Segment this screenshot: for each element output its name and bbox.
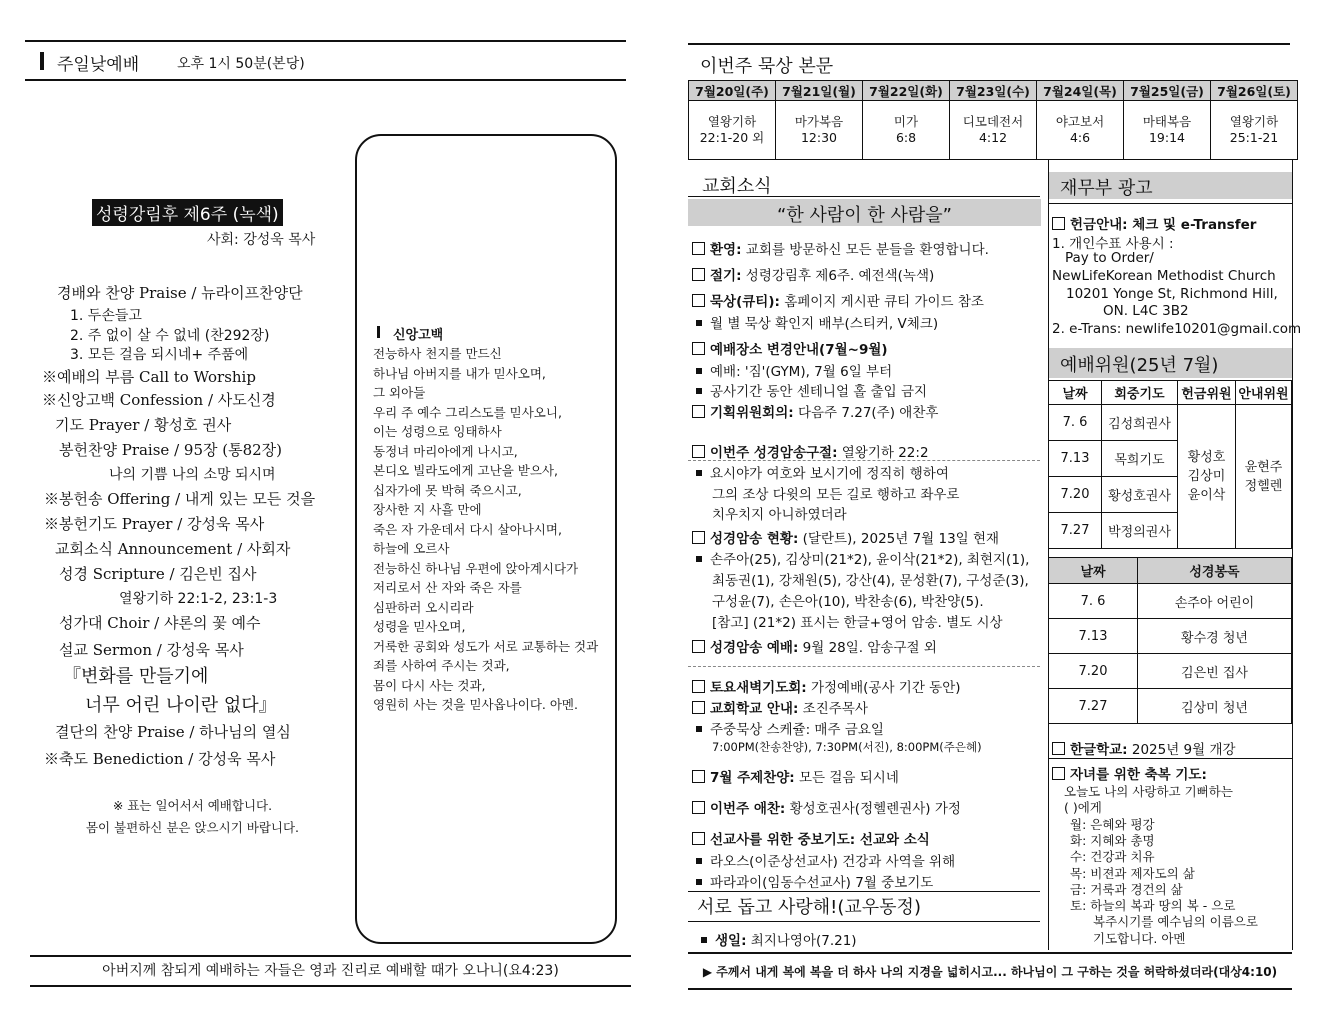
creed-line: 이는 성령으로 잉태하사 — [373, 424, 502, 439]
col-header: 회중기도 — [1102, 381, 1178, 405]
header-rule-left — [25, 79, 626, 81]
passage-ref: 4:12 — [978, 130, 1008, 145]
birthday-line: 생일: 최지나영아(7.21) — [697, 929, 857, 949]
news-item: 교회학교 안내: 조진주목사 — [692, 697, 868, 717]
finance-rule — [1048, 203, 1292, 204]
passage-ref: 25:1-21 — [1229, 130, 1279, 145]
staff-prayer: 박정의권사 — [1102, 513, 1178, 549]
prayer-line: 금: 거룩과 경건의 삶 — [1070, 881, 1183, 897]
meditation-passage — [1124, 101, 1211, 160]
news-continuation: 그의 조상 다윗의 모든 길로 행하고 좌우로 — [712, 487, 960, 503]
order-item: ※신앙고백 Confession / 사도신경 — [42, 391, 276, 409]
korean-school-line: 한글학교: 2025년 9월 개강 — [1052, 738, 1236, 758]
staff-prayer: 김성희권사 — [1102, 405, 1178, 441]
reading-name: 김은빈 집사 — [1138, 654, 1292, 689]
news-divider — [688, 666, 1040, 667]
meditation-date: 7월25일(금) — [1124, 81, 1211, 101]
service-title: 주일낮예배 — [57, 55, 140, 75]
prayer-line: 기도합니다. 아멘 — [1093, 930, 1186, 946]
children-prayer-title: 자녀를 위한 축복 기도: — [1052, 763, 1207, 783]
finance-line: ON. L4C 3B2 — [1103, 303, 1189, 319]
passage-book: 야고보서 — [1055, 114, 1105, 129]
creed-title: 신앙고백 — [393, 328, 444, 343]
creed-line: 성령을 믿사오며, — [373, 619, 466, 634]
meditation-passage — [689, 101, 776, 160]
standing-notes — [0, 795, 385, 839]
prayer-line: 목: 비젼과 제자도의 삶 — [1070, 865, 1195, 881]
creed-line: 심판하러 오시리라 — [373, 599, 474, 615]
staff-title: 예배위원(25년 7월) — [1060, 355, 1219, 376]
passage-ref: 19:14 — [1148, 130, 1186, 145]
order-item: ※축도 Benediction / 강성욱 목사 — [44, 750, 276, 768]
offering-heading: 헌금안내: 체크 및 e-Transfer — [1052, 213, 1256, 233]
sermon-title-line1: 『변화를 만들기에 — [63, 666, 209, 687]
order-item: ※봉헌기도 Prayer / 강성욱 목사 — [44, 515, 265, 533]
news-bullet: 라오스(이준상선교사) 건강과 사역을 위해 — [692, 850, 955, 870]
mutual-rule-top — [688, 891, 1040, 892]
news-divider — [688, 460, 1040, 461]
order-item: 열왕기하 22:1-2, 23:1-3 — [119, 591, 278, 607]
passage-ref: 12:30 — [800, 130, 838, 145]
top-rule-right — [688, 43, 1290, 45]
meditation-passage — [1037, 101, 1124, 160]
news-banner: “한 사람이 한 사람을” — [777, 205, 952, 226]
news-item: 기획위원회의: 다음주 7.27(주) 애찬후 — [692, 401, 938, 421]
reading-date: 7.27 — [1049, 689, 1138, 724]
creed-line: 저리로서 산 자와 죽은 자를 — [373, 580, 522, 595]
top-rule-left — [25, 40, 626, 42]
footer-rule-top-left — [30, 955, 631, 957]
news-continuation: 7:00PM(찬송찬양), 7:30PM(서진), 8:00PM(주은혜) — [712, 740, 982, 754]
passage-ref: 6:8 — [895, 130, 917, 145]
meditation-passage — [776, 101, 863, 160]
passage-book: 열왕기하 — [707, 114, 757, 129]
news-bullet: 손주아(25), 김상미(21*2), 윤이삭(21*2), 최현지(1), — [692, 548, 1029, 568]
reading-name: 손주아 어린이 — [1138, 584, 1292, 619]
footer-rule-top-right — [688, 952, 1292, 954]
order-item: 교회소식 Announcement / 사회자 — [55, 540, 291, 558]
reading-date: 7. 6 — [1049, 584, 1138, 619]
prayer-line: 수: 건강과 치유 — [1070, 849, 1155, 865]
prayer-line: ( )에게 — [1064, 800, 1102, 816]
creed-line: 전능하사 천지를 만드신 — [373, 346, 502, 361]
passage-book: 디모데전서 — [962, 114, 1024, 129]
passage-ref: 22:1-20 외 — [699, 130, 765, 145]
creed-line: 몸이 다시 사는 것과, — [373, 677, 486, 693]
column-divider — [1292, 160, 1293, 950]
news-item: 묵상(큐티): 홈페이지 게시판 큐티 가이드 참조 — [692, 290, 984, 310]
creed-line: 십자가에 못 박혀 죽으시고, — [373, 482, 522, 498]
meditation-passage — [1211, 101, 1298, 160]
creed-line: 우리 주 예수 그리스도를 믿사오니, — [373, 404, 562, 420]
finance-email: 2. e-Trans: newlife10201@gmail.com — [1052, 321, 1302, 337]
news-item: 절기: 성령강림후 제6주. 예전색(녹색) — [692, 264, 934, 284]
finance-line: NewLifeKorean Methodist Church — [1052, 268, 1276, 284]
passage-book: 마가복음 — [794, 114, 844, 129]
news-bullet: 주중묵상 스케쥴: 매주 금요일 — [692, 718, 884, 738]
reading-table — [1048, 557, 1292, 724]
order-item: 설교 Sermon / 강성욱 목사 — [59, 641, 244, 659]
footer-verse-left: 아버지께 참되게 예배하는 자들은 영과 진리로 예배할 때가 오나니(요4:23) — [102, 963, 559, 979]
creed-line: 동정녀 마리아에게 나시고, — [373, 443, 518, 459]
order-item: 봉헌찬양 Praise / 95장 (통82장) — [59, 441, 283, 459]
creed-line: 전능하신 하나님 우편에 앉아계시다가 — [373, 560, 579, 576]
prayer-line: 토: 하늘의 복과 땅의 복 - 으로 — [1070, 898, 1236, 914]
column-divider — [1048, 160, 1049, 950]
finance-title: 재무부 광고 — [1060, 178, 1153, 199]
news-bullet: 공사기간 동안 센테니얼 홀 출입 금지 — [692, 380, 927, 400]
reading-date: 7.13 — [1049, 619, 1138, 654]
prayer-line: 오늘도 나의 사랑하고 기뻐하는 — [1064, 784, 1233, 799]
order-item: 1. 두손들고 — [70, 308, 142, 324]
service-time: 오후 1시 50분(본당) — [177, 56, 305, 72]
mutual-title: 서로 돕고 사랑해!(교우동정) — [697, 897, 921, 918]
meditation-date: 7월26일(토) — [1211, 81, 1298, 101]
order-item: 성가대 Choir / 샤론의 꽃 예수 — [59, 614, 261, 632]
news-continuation: 최동권(1), 강채원(5), 강산(4), 문성환(7), 구성준(3), — [712, 573, 1029, 589]
news-title: 교회소식 — [702, 176, 772, 197]
news-item: 성경암송 예배: 9월 28일. 암송구절 외 — [692, 636, 937, 656]
order-item: 경배와 찬양 Praise / 뉴라이프찬양단 — [57, 284, 303, 302]
order-item: ※봉헌송 Offering / 내게 있는 모든 것을 — [44, 490, 316, 508]
order-item: 나의 기쁨 나의 소망 되시며 — [109, 467, 276, 483]
finance-line: 1. 개인수표 사용시 : — [1052, 236, 1174, 252]
reading-name: 황수경 청년 — [1138, 619, 1292, 654]
mutual-rule-bottom — [688, 921, 1040, 922]
note-line: 몸이 불편하신 분은 앉으시기 바랍니다. — [85, 820, 300, 835]
col-header: 날짜 — [1049, 558, 1138, 584]
ushers: 윤현주 정헬렌 — [1236, 405, 1292, 549]
passage-book: 열왕기하 — [1229, 114, 1279, 129]
creed-line: 죄를 사하여 주시는 것과, — [373, 658, 510, 673]
meditation-passage — [950, 101, 1037, 160]
creed-line: 장사한 지 사흘 만에 — [373, 502, 482, 517]
footer-verse-right: ▶ 주께서 내게 복에 복을 더 하사 나의 지경을 넓히시고... 하나님이 그 구하는 것을 허락하셨더라(대상4:10) — [702, 965, 1278, 979]
staff-date: 7.13 — [1049, 441, 1102, 477]
footer-rule-bottom-right — [688, 988, 1292, 990]
news-item: 예배장소 변경안내(7월~9월) — [692, 338, 888, 358]
worship-staff-table — [1048, 380, 1292, 549]
meditation-title: 이번주 묵상 본문 — [700, 56, 834, 77]
meditation-date: 7월22일(화) — [863, 81, 950, 101]
footer-rule-bottom-left — [30, 985, 631, 987]
news-item: 토요새벽기도회: 가정예배(공사 기간 동안) — [692, 676, 961, 696]
col-header: 성경봉독 — [1138, 558, 1292, 584]
staff-date: 7. 6 — [1049, 405, 1102, 441]
news-item: 7월 주제찬양: 모든 걸음 되시네 — [692, 766, 899, 786]
news-bullet: 파라과이(임동수선교사) 7월 중보기도 — [692, 871, 933, 891]
staff-date: 7.27 — [1049, 513, 1102, 549]
creed-marker — [377, 326, 380, 338]
passage-ref: 4:6 — [1069, 130, 1091, 145]
staff-date: 7.20 — [1049, 477, 1102, 513]
order-item: 2. 주 없이 살 수 없네 (찬292장) — [70, 328, 270, 344]
reading-name: 김상미 청년 — [1138, 689, 1292, 724]
news-item: 이번주 성경암송구절: 열왕기하 22:2 — [692, 441, 929, 461]
news-item: 환영: 교회를 방문하신 모든 분들을 환영합니다. — [692, 238, 989, 258]
meditation-table — [688, 80, 1298, 160]
news-bullet: 예배: '짐'(GYM), 7월 6일 부터 — [692, 360, 892, 380]
news-rule — [688, 196, 1040, 197]
prayer-line: 월: 은혜와 평강 — [1070, 816, 1155, 832]
creed-line: 그 외아들 — [373, 385, 426, 400]
col-header: 안내위원 — [1236, 381, 1292, 405]
sermon-title-line2: 너무 어린 나이란 없다』 — [85, 695, 277, 716]
reading-date: 7.20 — [1049, 654, 1138, 689]
staff-prayer: 목희기도 — [1102, 441, 1178, 477]
creed-line: 하늘에 오르사 — [373, 541, 450, 556]
order-item: 결단의 찬양 Praise / 하나님의 열심 — [55, 723, 291, 741]
meditation-date: 7월24일(목) — [1037, 81, 1124, 101]
prayer-rule — [1048, 758, 1292, 759]
order-item: 3. 모든 걸음 되시네+ 주품에 — [70, 347, 249, 363]
news-bullet: 월 별 묵상 확인지 배부(스티커, V체크) — [692, 312, 938, 332]
passage-book: 미가 — [893, 114, 919, 129]
news-continuation: 구성윤(7), 손은아(10), 박찬송(6), 박찬양(5). — [712, 594, 984, 610]
meditation-date: 7월23일(수) — [950, 81, 1037, 101]
news-item: 이번주 애찬: 황성호권사(정헬렌권사) 가정 — [692, 797, 961, 817]
staff-prayer: 황성호권사 — [1102, 477, 1178, 513]
col-header: 헌금위원 — [1178, 381, 1236, 405]
order-item: 성경 Scripture / 김은빈 집사 — [59, 565, 257, 583]
creed-line: 죽은 자 가운데서 다시 살아나시며, — [373, 521, 562, 537]
service-leader: 사회: 강성욱 목사 — [207, 232, 316, 248]
creed-line: 거룩한 공회와 성도가 서로 교통하는 것과 — [373, 638, 599, 654]
meditation-passage — [863, 101, 950, 160]
meditation-date: 7월21일(월) — [776, 81, 863, 101]
note-line: ※ 표는 일어서서 예배합니다. — [112, 798, 273, 813]
creed-line: 하나님 아버지를 내가 믿사오며, — [373, 365, 546, 381]
news-continuation: 치우치지 아니하였더라 — [712, 507, 847, 523]
liturgical-season: 성령강림후 제6주 (녹색) — [92, 199, 283, 226]
prayer-line: 화: 지혜와 총명 — [1070, 832, 1155, 848]
news-item: 선교사를 위한 중보기도: 선교와 소식 — [692, 828, 930, 848]
meditation-date: 7월20일(주) — [689, 81, 776, 101]
header-marker — [40, 52, 44, 70]
creed-line: 영원히 사는 것을 믿사옵나이다. 아멘. — [373, 697, 578, 712]
news-bullet: 요시야가 여호와 보시기에 정직히 행하여 — [692, 462, 949, 482]
offering-committee: 황성호 김상미 윤이삭 — [1178, 405, 1236, 549]
order-item: 기도 Prayer / 황성호 권사 — [55, 416, 232, 434]
prayer-line: 복주시기를 예수님의 이름으로 — [1093, 914, 1258, 930]
passage-book: 마태복음 — [1142, 114, 1192, 129]
finance-line: 10201 Yonge St, Richmond Hill, — [1066, 286, 1278, 302]
order-item: ※예배의 부름 Call to Worship — [42, 368, 256, 386]
news-continuation: [참고] (21*2) 표시는 한글+영어 암송. 별도 시상 — [712, 615, 1003, 631]
finance-line: Pay to Order/ — [1065, 250, 1154, 266]
news-item: 성경암송 현황: (달란트), 2025년 7월 13일 현재 — [692, 527, 999, 547]
col-header: 날짜 — [1049, 381, 1102, 405]
creed-line: 본디오 빌라도에게 고난을 받으사, — [373, 463, 558, 478]
